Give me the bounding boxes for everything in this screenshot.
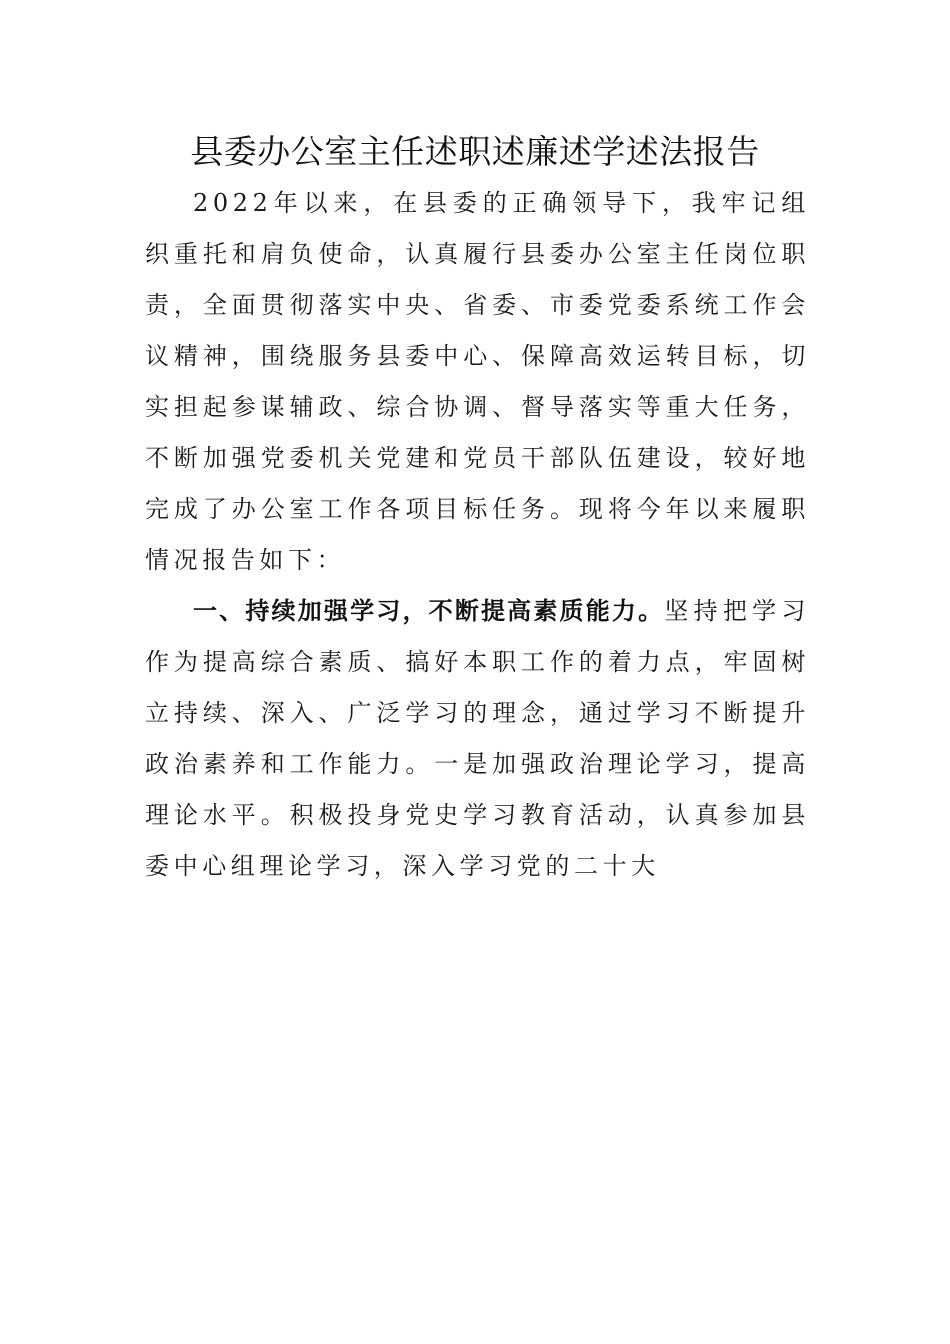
document-body [145, 178, 810, 892]
section-one-paragraph [145, 586, 810, 892]
page-title: 县委办公室主任述职述廉述学述法报告 [190, 132, 760, 171]
section-one-text: 坚持把学习作为提高综合素质、搞好本职工作的着力点，牢固树立持续、深入、广泛学习的理念，通过学习不断提升政治素养和工作能力。一是加强政治理论学习，提高理论水平。积极投身党史学习教育活动，认真参加县委中心组理论学习，深入学习党的二十大 [145, 597, 811, 880]
intro-paragraph: 2022年以来，在县委的正确领导下，我牢记组织重托和肩负使命，认真履行县委办公室主任岗位职责，全面贯彻落实中央、省委、市委党委系统工作会议精神，围绕服务县委中心、保障高效运转目标，切实担起参谋辅政、综合协调、督导落实等重大任务，不断加强党委机关党建和党员干部队伍建设，较好地完成了办公室工作各项目标任务。现将今年以来履职情况报告如下： [145, 189, 810, 574]
section-one-heading: 一、持续加强学习，不断提高素质能力。 [193, 597, 665, 625]
